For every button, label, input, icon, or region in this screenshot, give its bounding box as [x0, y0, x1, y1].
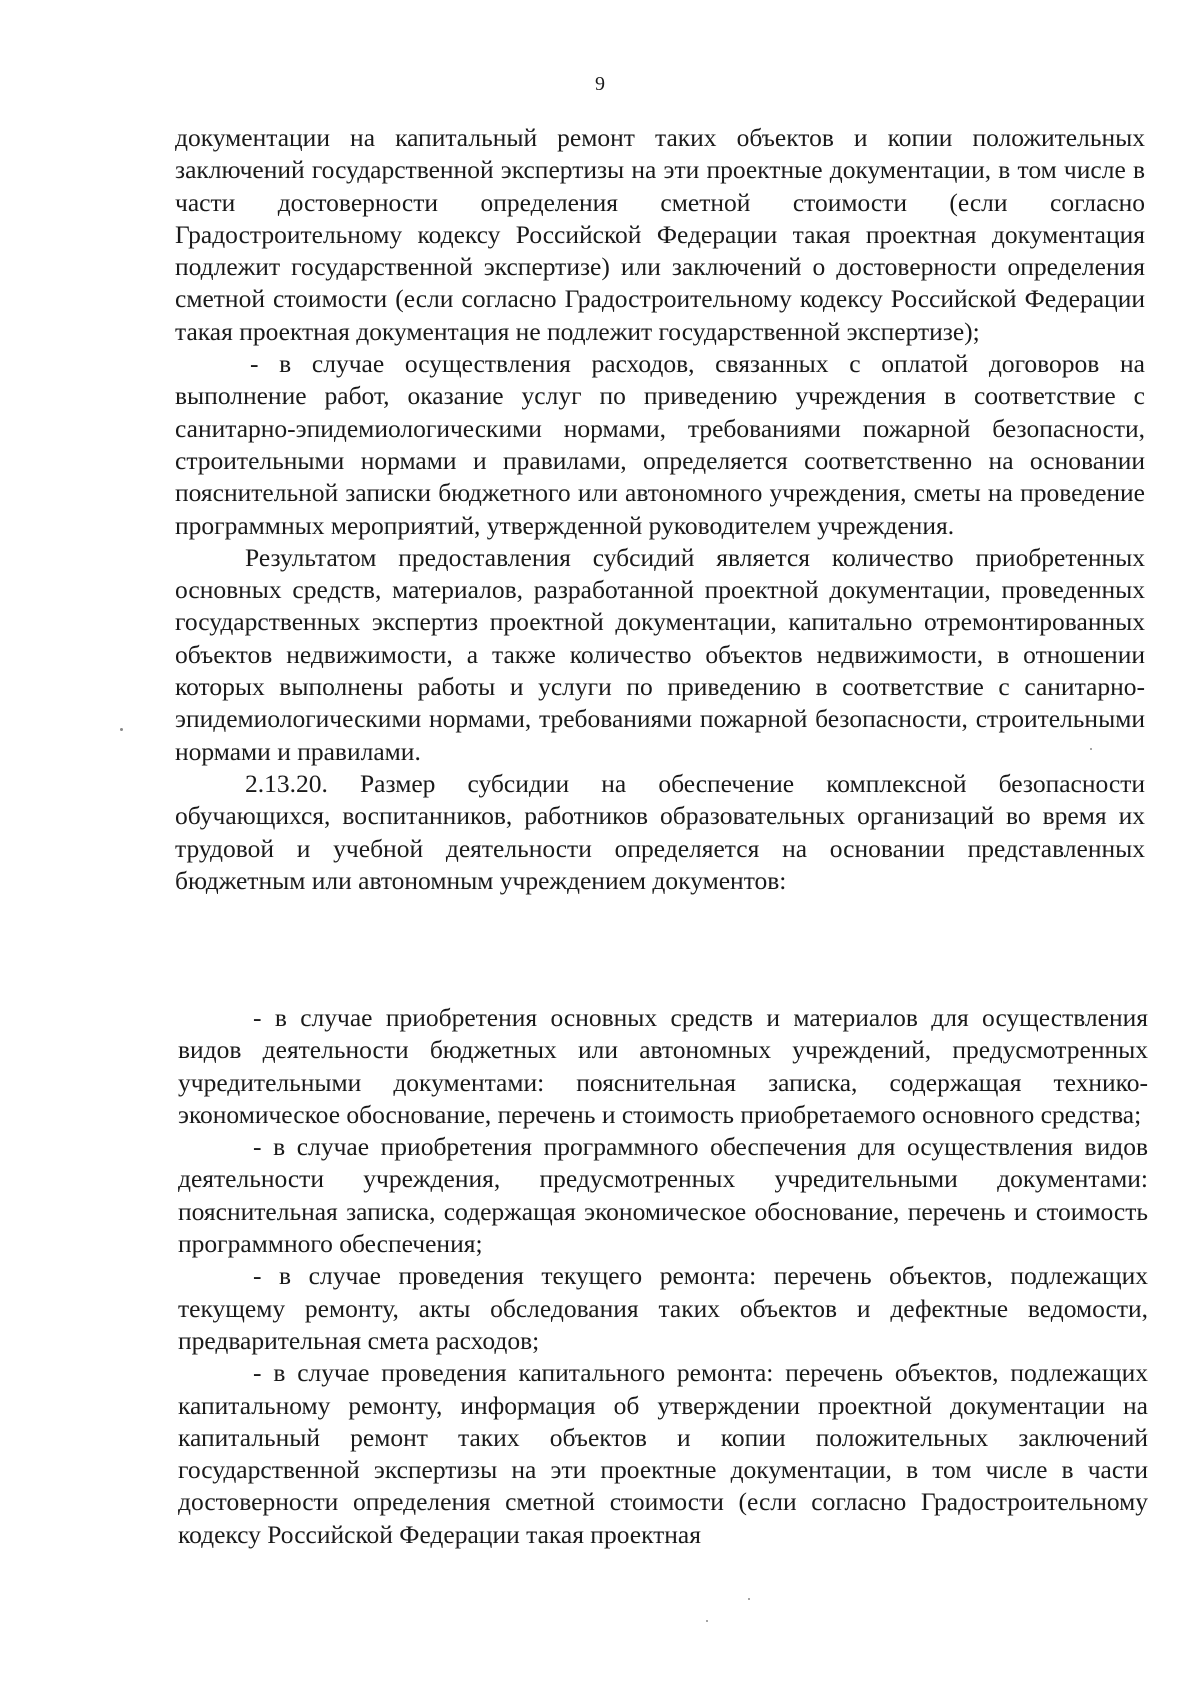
- scan-speck: [706, 1620, 708, 1622]
- paragraph-bullet-sanitary: - в случае осуществления расходов, связанных с оплатой договоров на выполнение работ, оказание услуг по приведению учреждения в соответствие с санитарно-эпидемиологическими нормами, требованиями пожарной безопасности, строительными нормами и правилами, определяется соответственно на основании пояснительной записки бюджетного или автономного учреждения, сметы на проведение программных мероприятий, утвержденной руководителем учреждения.: [175, 349, 1145, 540]
- upper-text-block: [175, 122, 1145, 897]
- paragraph-bullet-current-repair: - в случае проведения текущего ремонта: перечень объектов, подлежащих текущему ремонту, акты обследования таких объектов и дефектные ведомости, предварительная смета расходов;: [178, 1261, 1148, 1355]
- scan-speck: [748, 1598, 750, 1600]
- page-number: 9: [595, 73, 605, 95]
- paragraph-bullet-capital-repair: - в случае проведения капитального ремонта: перечень объектов, подлежащих капитальному ремонту, информация об утверждении проектной документации на капитальный ремонт таких объектов и копии положительных заключений государственной экспертизы на эти проектные документации, в том числе в части достоверности определения сметной стоимости (если согласно Градостроительному кодексу Российской Федерации такая проектная: [178, 1358, 1148, 1549]
- paragraph-bullet-software: - в случае приобретения программного обеспечения для осуществления видов деятельности учреждения, предусмотренных учредительными документами: пояснительная записка, содержащая экономическое обоснование, перечень и стоимость программного обеспечения;: [178, 1132, 1148, 1259]
- scan-speck: [120, 728, 123, 731]
- paragraph-result: Результатом предоставления субсидий является количество приобретенных основных средств, материалов, разработанной проектной документации, проведенных государственных экспертиз проектной документации, капитально отремонтированных объектов недвижимости, а также количество объектов недвижимости, в отношении которых выполнены работы и услуги по приведению в соответствие с санитарно-эпидемиологическими нормами, требованиями пожарной безопасности, строительными нормами и правилами.: [175, 542, 1145, 766]
- paragraph-clause-2-13-20: 2.13.20. Размер субсидии на обеспечение комплексной безопасности обучающихся, воспитанников, работников образовательных организаций во время их трудовой и учебной деятельности определяется на основании представленных бюджетным или автономным учреждением документов:: [175, 768, 1145, 895]
- lower-text-block: [178, 1002, 1148, 1551]
- paragraph-bullet-fixed-assets: - в случае приобретения основных средств и материалов для осуществления видов деятельности бюджетных или автономных учреждений, предусмотренных учредительными документами: пояснительная записка, содержащая технико-экономическое обоснование, перечень и стоимость приобретаемого основного средства;: [178, 1003, 1148, 1129]
- paragraph-continuation: документации на капитальный ремонт таких объектов и копии положительных заключений государственной экспертизы на эти проектные документации, в том числе в части достоверности определения сметной стоимости (если согласно Градостроительному кодексу Российской Федерации такая проектная документация подлежит государственной экспертизе) или заключений о достоверности определения сметной стоимости (если согласно Градостроительному кодексу Российской Федерации такая проектная документация не подлежит государственной экспертизе);: [175, 123, 1145, 346]
- scan-speck: [1090, 748, 1092, 750]
